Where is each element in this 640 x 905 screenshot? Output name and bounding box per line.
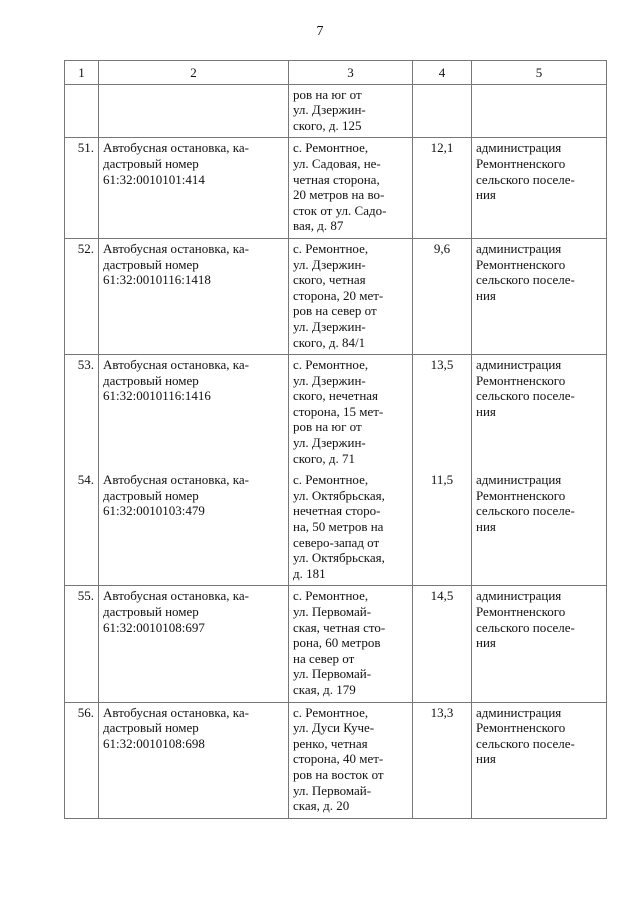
table-cell-owner [472, 84, 607, 138]
header-col-1: 1 [65, 61, 99, 85]
table-row [65, 586, 607, 702]
header-col-4: 4 [413, 61, 472, 85]
table-cell-name: Автобусная остановка, ка- дастровый номер 61:32:0010108:697 [99, 586, 289, 702]
table-cell-num: 56. [65, 702, 99, 818]
header-col-5: 5 [472, 61, 607, 85]
table-row [65, 702, 607, 818]
table-cell-area: 14,5 [413, 586, 472, 702]
table-cell-area: 13,5 [413, 355, 472, 471]
table-cell-owner: администрация Ремонтненского сельского поселе- ния [472, 138, 607, 239]
table-cell-name: Автобусная остановка, ка- дастровый номер 61:32:0010116:1418 [99, 238, 289, 354]
table-row [65, 138, 607, 239]
table-cell-name: Автобусная остановка, ка- дастровый номер 61:32:0010101:414 [99, 138, 289, 239]
table-cell-name [99, 84, 289, 138]
table-cell-area: 12,1 [413, 138, 472, 239]
page-number: 7 [316, 24, 324, 39]
header-col-2: 2 [99, 61, 289, 85]
table-row [65, 355, 607, 471]
header-col-3: 3 [289, 61, 413, 85]
table-row [65, 238, 607, 354]
table-cell-owner: администрация Ремонтненского сельского поселе- ния [472, 238, 607, 354]
table-cell-name: Автобусная остановка, ка- дастровый номер 61:32:0010116:1416 [99, 355, 289, 471]
table-cell-num: 54. [65, 470, 99, 586]
continuation-row [65, 84, 607, 138]
table-cell-area: 9,6 [413, 238, 472, 354]
table-cell-location: ров на юг от ул. Дзержин- ского, д. 125 [289, 84, 413, 138]
table-cell-num [65, 84, 99, 138]
table-cell-owner: администрация Ремонтненского сельского поселе- ния [472, 702, 607, 818]
table-cell-num: 55. [65, 586, 99, 702]
table-cell-owner: администрация Ремонтненского сельского поселе- ния [472, 355, 607, 471]
table-cell-num: 53. [65, 355, 99, 471]
table-cell-name: Автобусная остановка, ка- дастровый номер 61:32:0010103:479 [99, 470, 289, 586]
table-cell-owner: администрация Ремонтненского сельского поселе- ния [472, 470, 607, 586]
table-cell-area: 11,5 [413, 470, 472, 586]
table-cell-location: с. Ремонтное, ул. Октябрьская, нечетная сторо- на, 50 метров на северо-запад от ул. Октябрьская, д. 181 [289, 470, 413, 586]
table-cell-name: Автобусная остановка, ка- дастровый номер 61:32:0010108:698 [99, 702, 289, 818]
table-cell-location: с. Ремонтное, ул. Дуси Куче- ренко, четная сторона, 40 мет- ров на восток от ул. Первомай- ская, д. 20 [289, 702, 413, 818]
header-row [65, 61, 607, 85]
table-cell-location: с. Ремонтное, ул. Дзержин- ского, четная сторона, 20 мет- ров на север от ул. Дзержин- ского, д. 84/1 [289, 238, 413, 354]
table-cell-num: 51. [65, 138, 99, 239]
table-row [65, 470, 607, 586]
table-cell-location: с. Ремонтное, ул. Дзержин- ского, нечетная сторона, 15 мет- ров на юг от ул. Дзержин- ского, д. 71 [289, 355, 413, 471]
table-cell-num: 52. [65, 238, 99, 354]
table-cell-location: с. Ремонтное, ул. Первомай- ская, четная сто- рона, 60 метров на север от ул. Первомай- ская, д. 179 [289, 586, 413, 702]
table-cell-owner: администрация Ремонтненского сельского поселе- ния [472, 586, 607, 702]
register-table [64, 60, 607, 819]
table-cell-area [413, 84, 472, 138]
table-cell-location: с. Ремонтное, ул. Садовая, не- четная сторона, 20 метров на во- сток от ул. Садо- вая, д. 87 [289, 138, 413, 239]
table-cell-area: 13,3 [413, 702, 472, 818]
